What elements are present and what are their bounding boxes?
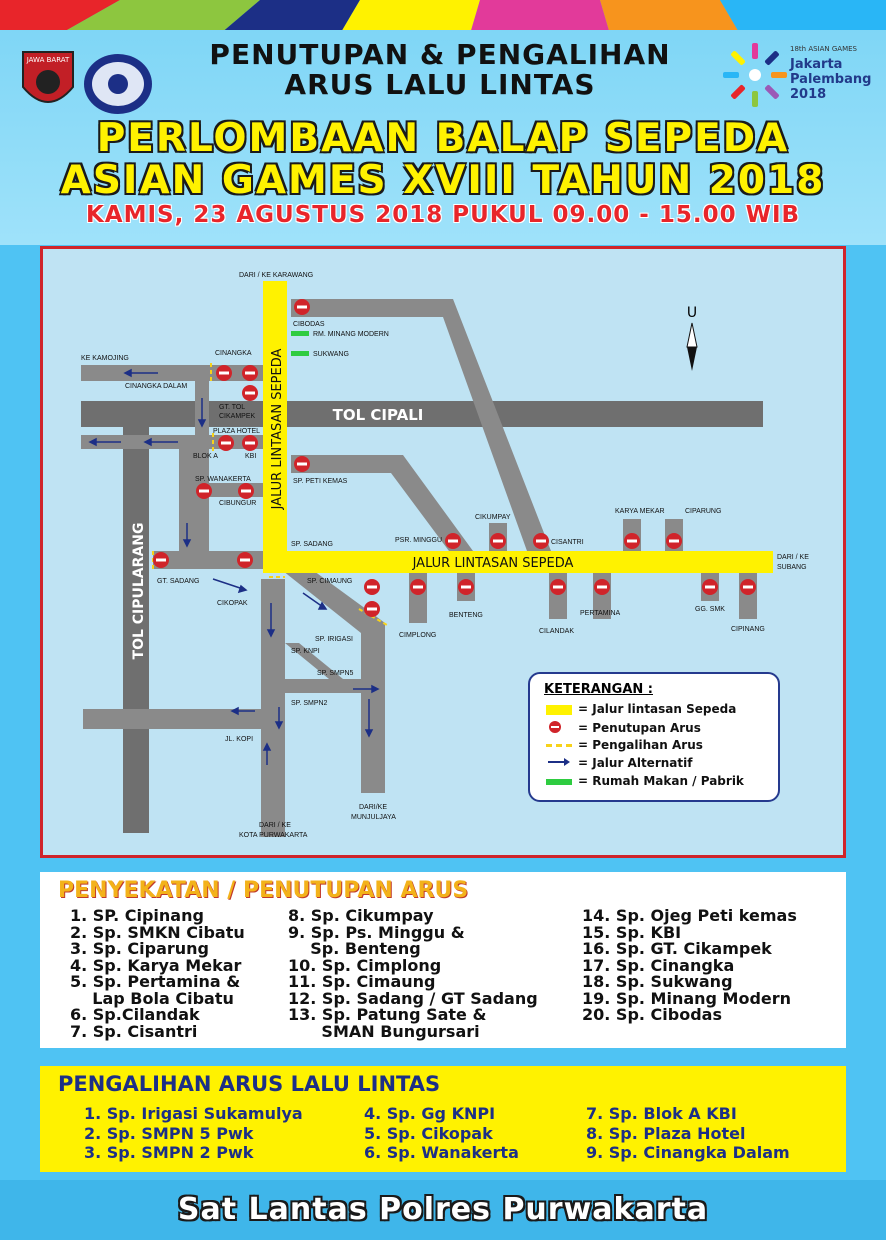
label-psr-minggu: PSR. MINGGU: [395, 537, 443, 544]
police-logos: [18, 42, 168, 122]
closure-list-title: PENYEKATAN / PENUTUPAN ARUS: [58, 878, 469, 903]
legend-label: = Penutupan Arus: [578, 721, 701, 735]
label-sp-wanakerta: SP. WANAKERTA: [195, 476, 251, 483]
event-line2: ASIAN GAMES XVIII TAHUN 2018: [60, 158, 826, 203]
label-ke-kamojing: KE KAMOJING: [81, 355, 129, 362]
label-gt-sadang: GT. SADANG: [157, 578, 200, 585]
label-ciparung: CIPARUNG: [685, 508, 722, 515]
road-cimplong: [409, 571, 427, 623]
label-kbi: KBI: [245, 453, 257, 460]
label-jl-kopi: JL. KOPI: [225, 736, 254, 743]
label-gt-tol: GT. TOL: [219, 404, 246, 411]
ag-city1: Jakarta: [790, 57, 843, 72]
restaurant-sukwang: [291, 351, 309, 356]
legend-swatch-yellow: [546, 705, 572, 715]
asian-games-text: [790, 42, 871, 102]
header: [0, 30, 886, 245]
label-plaza-hotel: PLAZA HOTEL: [213, 428, 261, 435]
legend-label: = Pengalihan Arus: [578, 738, 703, 752]
closure-icon: [364, 579, 380, 595]
label-cilandak: CILANDAK: [539, 628, 575, 635]
legend-label: = Jalur lintasan Sepeda: [578, 702, 737, 716]
closure-icon: [153, 552, 169, 568]
compass-icon: [687, 305, 697, 371]
legend-row-diversion: [546, 738, 703, 752]
ag-year: 2018: [790, 87, 827, 102]
closure-list-col1: 1. SP. Cipinang 2. Sp. SMKN Cibatu 3. Sp. Ciparung 4. Sp. Karya Mekar 5. Sp. Pertamina & Lap Bola Cibatu 6. Sp.Cilandak 7. Sp. Cisantri: [70, 906, 245, 1041]
label-subang: SUBANG: [777, 564, 807, 571]
road-purwakarta: [261, 579, 285, 837]
closure-list-col3: 14. Sp. Ojeg Peti kemas 15. Sp. KBI 16. Sp. GT. Cikampek 17. Sp. Cinangka 18. Sp. Sukwang 19. Sp. Minang Modern 20. Sp. Cibodas: [582, 906, 797, 1024]
closure-list-section: [40, 872, 846, 1048]
closure-icon: [242, 385, 258, 401]
closure-icon: [216, 365, 232, 381]
diversion-list-section: [40, 1066, 846, 1172]
label-cimplong: CIMPLONG: [399, 632, 437, 639]
top-color-band: [0, 0, 886, 34]
closure-icon: [546, 720, 572, 737]
schedule: KAMIS, 23 AGUSTUS 2018 PUKUL 09.00 - 15.00 WIB: [85, 202, 801, 228]
label-sp-knpi: SP. KNPI: [291, 648, 320, 655]
label-cibodas: CIBODAS: [293, 321, 325, 328]
label-dari-purwakarta: DARI / KE: [259, 822, 291, 829]
label-rm-minang: RM. MINANG MODERN: [313, 331, 389, 338]
label-sp-peti-kemas: SP. PETI KEMAS: [293, 478, 348, 485]
road-smpn2: [285, 679, 361, 693]
restaurant-minang: [291, 331, 309, 336]
label-pertamina: PERTAMINA: [580, 610, 621, 617]
ag-small: 18th ASIAN GAMES: [790, 45, 857, 53]
label-sp-smpn2: SP. SMPN2: [291, 700, 328, 707]
closure-list-col2: 8. Sp. Cikumpay 9. Sp. Ps. Minggu & Sp. Benteng 10. Sp. Cimplong 11. Sp. Cimaung 12. Sp. Sadang / GT Sadang 13. Sp. Patung Sate & SMAN Bungursari: [288, 906, 538, 1041]
closure-icon: [533, 533, 549, 549]
footer-text: Sat Lantas Polres Purwakarta: [177, 1192, 709, 1227]
closure-icon: [624, 533, 640, 549]
bike-route-horizontal-label: JALUR LINTASAN SEPEDA: [412, 556, 574, 571]
closure-icon: [458, 579, 474, 595]
diversion-list-title: PENGALIHAN ARUS LALU LINTAS: [58, 1072, 441, 1096]
legend-row-restaurant: [546, 774, 744, 788]
legend-swatch-green: [546, 779, 572, 785]
closure-icon: [242, 365, 258, 381]
label-benteng: BENTENG: [449, 612, 483, 619]
closure-icon: [410, 579, 426, 595]
title-line2: ARUS LALU LINTAS: [284, 68, 596, 101]
event-title: [20, 118, 866, 202]
closure-icon: [364, 601, 380, 617]
legend-row-bike-route: [546, 702, 736, 716]
title-line1: PENUTUPAN & PENGALIHAN: [209, 38, 671, 71]
page-title: [170, 40, 710, 100]
closure-icon: [218, 435, 234, 451]
legend-row-alternative: [546, 756, 692, 771]
ag-city2: Palembang: [790, 72, 872, 87]
compass-letter: U: [686, 305, 698, 321]
road-gt-sadang: [153, 551, 271, 569]
closure-icon: [550, 579, 566, 595]
label-gg-smk: GG. SMK: [695, 606, 725, 613]
road-peti-kemas: [291, 455, 473, 551]
closure-icon: [242, 435, 258, 451]
label-cinangka: CINANGKA: [215, 350, 252, 357]
asian-games-logo: [722, 38, 792, 113]
event-line1: PERLOMBAAN BALAP SEPEDA: [96, 116, 790, 161]
label-sukwang: SUKWANG: [313, 351, 349, 358]
label-sp-irigasi: SP. IRIGASI: [315, 636, 353, 643]
label-sp-smpn5: SP. SMPN5: [317, 670, 354, 677]
label-dari-subang: DARI / KE: [777, 554, 809, 561]
label-kota-purwakarta: KOTA PURWAKARTA: [239, 832, 308, 839]
label-karya-mekar: KARYA MEKAR: [615, 508, 665, 515]
label-cipinang: CIPINANG: [731, 626, 765, 633]
label-cibungur: CIBUNGUR: [219, 500, 257, 507]
road-cinangka-v: [195, 365, 209, 557]
label-dari-munjul: DARI/KE: [359, 804, 388, 811]
label-sp-sadang: SP. SADANG: [291, 541, 333, 548]
diversion-list-col2: 4. Sp. Gg KNPI 5. Sp. Cikopak 6. Sp. Wanakerta: [364, 1104, 519, 1162]
label-cikampek: CIKAMPEK: [219, 413, 256, 420]
closure-icon: [237, 552, 253, 568]
closure-icon: [294, 299, 310, 315]
legend-row-closure: [546, 720, 701, 737]
label-dari-karawang: DARI / KE KARAWANG: [239, 272, 314, 279]
label-cikumpay: CIKUMPAY: [475, 514, 511, 521]
diversion-list-col1: 1. Sp. Irigasi Sukamulya 2. Sp. SMPN 5 Pwk 3. Sp. SMPN 2 Pwk: [84, 1104, 303, 1162]
closure-icon: [594, 579, 610, 595]
label-cikopak: CIKOPAK: [217, 600, 248, 607]
closure-icon: [490, 533, 506, 549]
diversion-list-col3: 7. Sp. Blok A KBI 8. Sp. Plaza Hotel 9. Sp. Cinangka Dalam: [586, 1104, 790, 1162]
tol-cipularang-label: TOL CIPULARANG: [131, 522, 147, 660]
legend-label: = Jalur Alternatif: [578, 756, 693, 770]
arrow-right-icon: [546, 756, 572, 771]
label-cinangka-dalam: CINANGKA DALAM: [125, 383, 188, 390]
map-legend: [528, 672, 780, 802]
logo-left-text: JAWA BARAT: [26, 56, 70, 64]
closure-icon: [702, 579, 718, 595]
closure-icon: [740, 579, 756, 595]
tol-cipali-label: TOL CIPALI: [332, 406, 424, 424]
bike-route-vertical-label: JALUR LINTASAN SEPEDA: [270, 348, 285, 510]
footer: [0, 1180, 886, 1240]
legend-swatch-dashed: [546, 744, 572, 747]
closure-icon: [294, 456, 310, 472]
closure-icon: [238, 483, 254, 499]
label-blok-a: BLOK A: [193, 453, 218, 460]
legend-label: = Rumah Makan / Pabrik: [578, 774, 744, 788]
closure-icon: [666, 533, 682, 549]
label-munjuljaya: MUNJULJAYA: [351, 814, 396, 821]
closure-icon: [196, 483, 212, 499]
label-sp-cimaung: SP. CIMAUNG: [307, 578, 353, 585]
closure-icon: [445, 533, 461, 549]
legend-title: KETERANGAN :: [544, 682, 653, 697]
label-cisantri: CISANTRI: [551, 539, 584, 546]
